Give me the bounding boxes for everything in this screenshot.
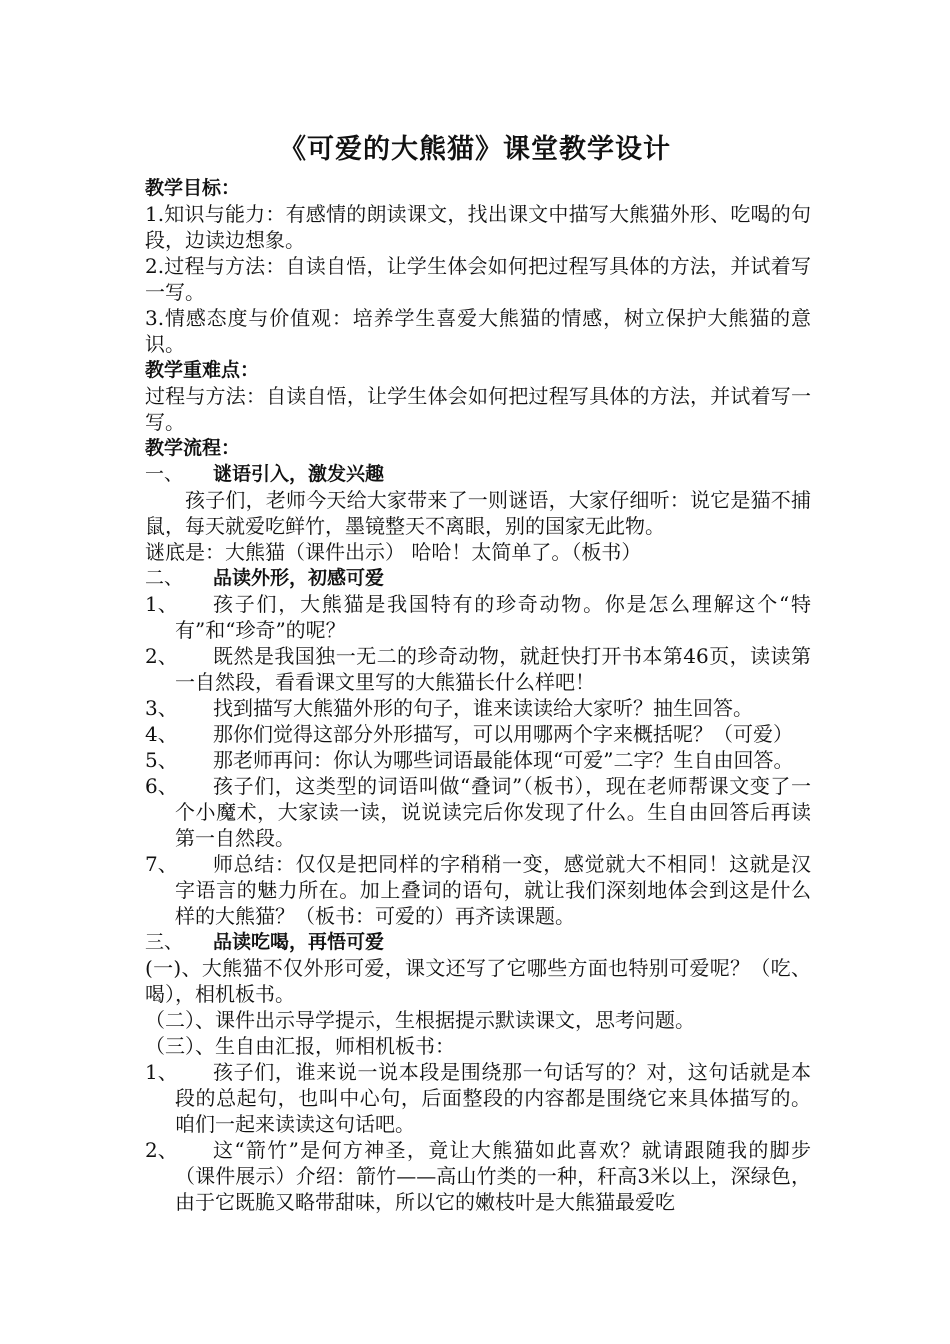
objective-1: 1.知识与能力：有感情的朗读课文，找出课文中描写大熊猫外形、吃喝的句段，边读边想象。 — [145, 202, 811, 252]
list-item — [145, 591, 811, 643]
list-item-number: 2、 — [145, 1138, 178, 1162]
document-title: 《可爱的大熊猫》课堂教学设计 — [279, 134, 671, 165]
list-item-text: 既然是我国独一无二的珍奇动物，就赶快打开书本第46页，读读第一自然段，看看课文里写的大熊猫长什么样吧！ — [175, 644, 811, 694]
list-item — [145, 1137, 811, 1215]
flow-heading: 教学流程： — [145, 437, 241, 459]
list-item-text: 那老师再问：你认为哪些词语最能体现“可爱”二字？生自由回答。 — [213, 748, 794, 772]
section-1-heading — [145, 461, 811, 487]
list-item — [145, 643, 811, 695]
list-item — [145, 773, 811, 851]
list-item — [145, 747, 811, 773]
key-points-text: 过程与方法：自读自悟，让学生体会如何把过程写具体的方法，并试着写一写。 — [145, 384, 811, 434]
list-item-text: 孩子们，大熊猫是我国特有的珍奇动物。你是怎么理解这个“特有”和“珍奇”的呢？ — [175, 592, 811, 642]
objective-3: 3.情感态度与价值观：培养学生喜爱大熊猫的情感，树立保护大熊猫的意识。 — [145, 306, 811, 356]
section-number: 三、 — [145, 931, 184, 953]
section-1-answer: 谜底是：大熊猫（课件出示） 哈哈！太简单了。（板书） — [145, 540, 642, 564]
section-1-paragraph: 孩子们，老师今天给大家带来了一则谜语，大家仔细听：说它是猫不捕鼠，每天就爱吃鲜竹，墨镜整天不离眼，别的国家无此物。 — [145, 488, 811, 538]
list-item-number: 4、 — [145, 722, 178, 746]
objective-2: 2.过程与方法：自读自悟，让学生体会如何把过程写具体的方法，并试着写一写。 — [145, 254, 811, 304]
section-number: 一、 — [145, 463, 184, 485]
list-item — [145, 695, 811, 721]
section-2-heading — [145, 565, 811, 591]
objectives-heading: 教学目标： — [145, 177, 241, 199]
list-item-text: 这“箭竹”是何方神圣，竟让大熊猫如此喜欢？就请跟随我的脚步（课件展示）介绍：箭竹——高山竹类的一种，秆高3米以上，深绿色，由于它既脆又略带甜味，所以它的嫩枝叶是大熊猫最爱吃 — [175, 1138, 811, 1214]
list-item-number: 1、 — [145, 1060, 178, 1084]
list-item-text: 孩子们，这类型的词语叫做“叠词”（板书），现在老师帮课文变了一个小魔术，大家读一读，说说读完后你发现了什么。生自由回答后再读第一自然段。 — [175, 774, 811, 850]
list-item-number: 6、 — [145, 774, 178, 798]
list-item — [145, 851, 811, 929]
section-3-heading — [145, 929, 811, 955]
section-number: 二、 — [145, 567, 184, 589]
list-item-text: 那你们觉得这部分外形描写，可以用哪两个字来概括呢？（可爱） — [213, 722, 793, 746]
list-item-text: 孩子们，谁来说一说本段是围绕那一句话写的？对，这句话就是本段的总起句，也叫中心句，后面整段的内容都是围绕它来具体描写的。咱们一起来读读这句话吧。 — [175, 1060, 811, 1136]
document-body — [145, 175, 811, 1215]
section-title: 品读外形，初感可爱 — [213, 567, 385, 589]
list-item-number: 2、 — [145, 644, 178, 668]
list-item-number: 3、 — [145, 696, 178, 720]
section-title: 谜语引入，激发兴趣 — [213, 463, 385, 485]
list-item-number: 1、 — [145, 592, 178, 616]
section-3-sub-1: (一)、大熊猫不仅外形可爱，课文还写了它哪些方面也特别可爱呢？（吃、喝），相机板书。 — [145, 956, 811, 1006]
section-3-sub-2: （二）、课件出示导学提示，生根据提示默读课文，思考问题。 — [145, 1008, 695, 1032]
list-item-number: 5、 — [145, 748, 178, 772]
key-points-heading: 教学重难点： — [145, 359, 260, 381]
list-item-text: 找到描写大熊猫外形的句子，谁来读读给大家听？抽生回答。 — [213, 696, 753, 720]
list-item-number: 7、 — [145, 852, 178, 876]
list-item — [145, 1059, 811, 1137]
section-title: 品读吃喝，再悟可爱 — [213, 931, 385, 953]
list-item — [145, 721, 811, 747]
list-item-text: 师总结：仅仅是把同样的字稍稍一变，感觉就大不相同！这就是汉字语言的魅力所在。加上叠词的语句，就让我们深刻地体会到这是什么样的大熊猫？（板书：可爱的）再齐读课题。 — [175, 852, 811, 928]
section-3-sub-3: （三）、生自由汇报，师相机板书： — [145, 1034, 455, 1058]
